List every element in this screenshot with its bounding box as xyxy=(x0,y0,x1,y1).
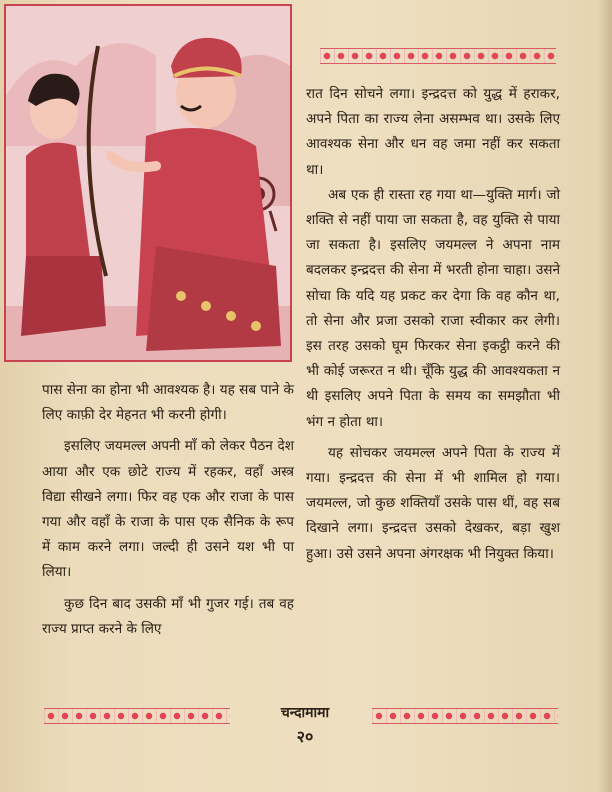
page-number: २० xyxy=(296,727,314,746)
two-warriors-illustration-icon xyxy=(6,6,290,360)
paragraph: रात दिन सोचने लगा। इन्द्रदत्त को युद्ध में हराकर, अपने पिता का राज्य लेना असम्भव था। उसके लिए आवश्यक सेना और धन वह जमा नहीं कर सकता था। xyxy=(306,86,560,178)
right-column-text xyxy=(306,82,560,567)
decorative-border-bottom-left xyxy=(44,708,230,724)
decorative-border-bottom-right xyxy=(372,708,558,724)
left-column-text xyxy=(42,378,294,642)
paragraph: अब एक ही रास्ता रह गया था—युक्ति मार्ग। जो शक्ति से नहीं पाया जा सकता है, वह युक्ति से पाया जा सकता है। इसलिए जयमल्ल ने अपना नाम बदलकर इन्द्रदत्त की सेना में भरती होना चाहा। उसने सोचा कि यदि यह प्रकट कर देगा कि वह कौन था, तो सेना और प्रजा उसको राजा स्वीकार कर लेगी। इस तरह उसको घूम फिरकर सेना इकट्ठी करने की भी कोई जरूरत न थी। चूँकि युद्ध की आवश्यकता न थी इसलिए अपने पिता के समय का समझौता भी भंग न होता था। xyxy=(306,186,560,430)
magazine-name: चन्दामामा xyxy=(280,705,330,721)
paragraph: इसलिए जयमल्ल अपनी माँ को लेकर पैठन देश आया और एक छोटे राज्य में रहकर, वहाँ अस्त्र विद्या सीखने लगा। फिर वह एक और राजा के पास गया और वहाँ के राजा के पास एक सैनिक के रूप में काम करने लगा। जल्दी ही उसने यश भी पा लिया। xyxy=(42,438,294,581)
paragraph: पास सेना का होना भी आवश्यक है। यह सब पाने के लिए काफ़ी देर मेहनत भी करनी होगी। xyxy=(42,382,294,424)
story-illustration xyxy=(4,4,292,362)
paragraph: कुछ दिन बाद उसकी माँ भी गुजर गई। तब वह राज्य प्राप्त करने के लिए xyxy=(42,595,294,637)
paragraph: यह सोचकर जयमल्ल अपने पिता के राज्य में गया। इन्द्रदत्त की सेना में भी शामिल हो गया। जयमल्ल, जो कुछ शक्तियाँ उसके पास थीं, वह सब दिखाने लगा। इन्द्रदत्त उसको देखकर, बड़ा खुश हुआ। उसे उसने अपना अंगरक्षक भी नियुक्त किया। xyxy=(306,444,560,562)
page-edge-shadow xyxy=(598,0,612,792)
decorative-border-top xyxy=(320,48,556,64)
